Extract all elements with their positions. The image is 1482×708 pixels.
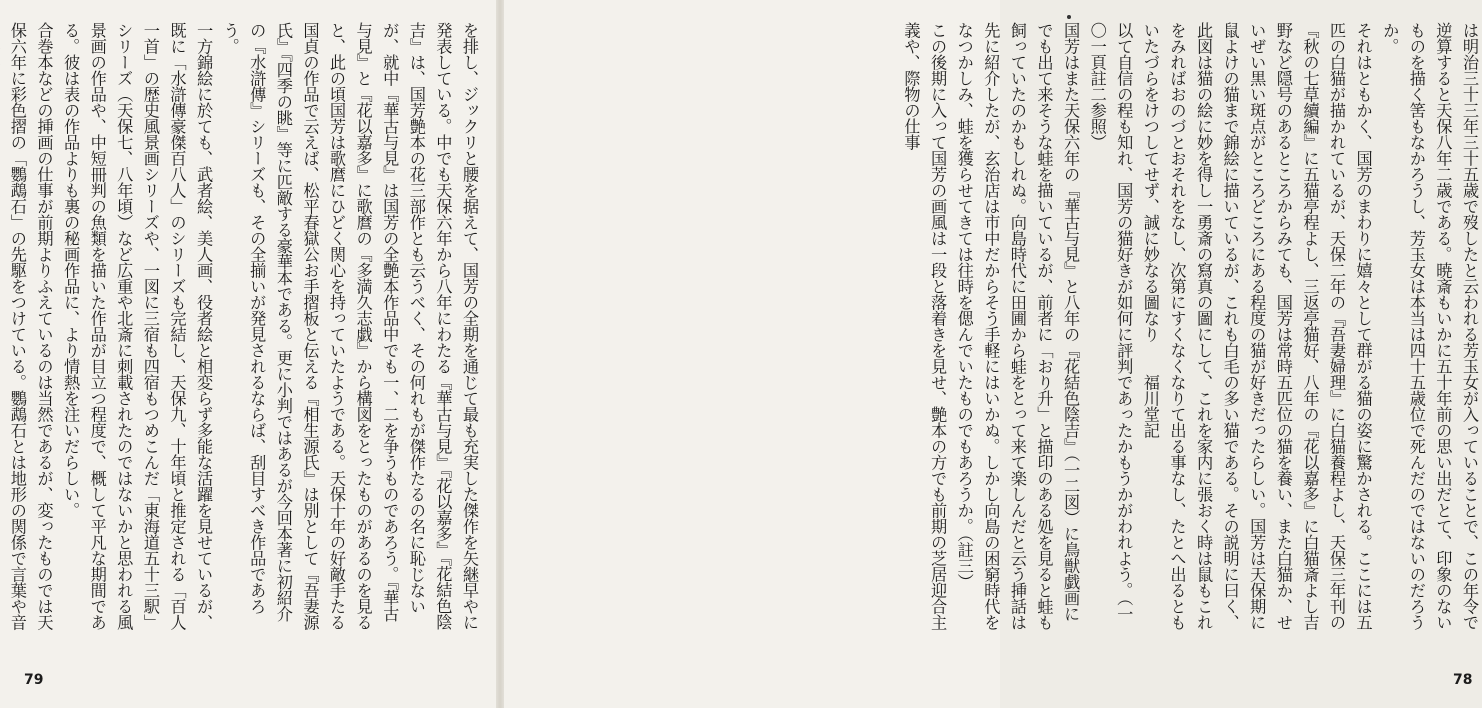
- right-page-number: 78: [1453, 672, 1473, 688]
- left-page: [0, 0, 500, 708]
- right-page: [500, 0, 1479, 708]
- left-page-body-text: を排し、ジックリと腰を据えて、国芳の全期を通じて最も充実した傑作を矢継早やに発表している。中でも天保六年から八年にわたる『華古与見』『花以嘉多』『花結色陰吉』は、国芳艶本の花三部作とも云うべく、その何れもが傑作たるの名に恥じないが、就中『華古与見』は国芳の全艶本作品中でも一、二を争うものであろう。『華古与見』と『花以嘉多』に歌麿の『多満久志戯』から構図をとったものがあるのを見ると、此の頃国芳は歌麿にひどく関心を持っていたようである。天保十年の好敵手たる国貞の作品で云えば、松平春獄公お手摺板と伝える『相生源氏』は別として『吾妻源氏』『四季の眺』等に匹敵する豪華本である。更に小判ではあるが今回本著に初紹介の『水滸傳』シリーズも、その全揃いが発見されるならば、刮目すべき作品であろう。 一方錦絵に於ても、武者絵、美人画、役者絵と相変らず多能な活躍を見せているが、既に「水滸傳豪傑百八人」のシリーズも完結し、天保九、十年頃と推定される「百人一首」の歴史風景画シリーズや、一図に三宿も四宿もつめこんだ「東海道五十三駅」シリーズ（天保七、八年頃）など広重や北斎に刺載されたのではないかと思われる風景画の作品や、中短冊判の魚類を描いた作品が目立つ程度で、概して平凡な期間である。彼は表の作品よりも裏の秘画作品に、より情熱を注いだらしい。 合巻本などの挿画の仕事が前期よりふえているのは当然であるが、変ったものでは天保六年に彩色摺の「鸚鵡石」の先駆をつけている。鸚鵡石とは地形の関係で言葉や音: [7, 22, 479, 630]
- page-dot-mark: [1067, 15, 1071, 19]
- right-page-body-text: は明治三十三年三十五歳で歿したと云われる芳玉女が入っていることで、この年令で逆算すると天保八年二歳である。暁斎もいかに五十年前の思い出だとて、印象のないものを描く筈もなかろうし、芳玉女は本当は四十五歳位で死んだのではないのだろうか。 それはともかく、国芳のまわりに嬉々として群がる猫の姿に驚かされる。ここには五匹の白猫が描かれているが、天保二年の『吾妻婦理』に白猫養程よし、天保三年刊の『秋の七草續編』に五猫亭程よし、三返亭猫好、八年の『花以嘉多』に白猫斎よし吉野など隠号のあるところからみても、国芳は常時五匹位の猫を養い、また白猫か、せいぜい黒い斑点がところどころにある程度の猫が好きだったらしい。国芳は天保期に鼠よけの猫まで錦絵に描いているが、これも白毛の多い猫である。その説明に曰く、 此図は猫の絵に妙を得し一勇斎の寫真の圖にして、これを家内に張おく時は鼠もこれをみればおのづとおそれをなし、次第にすくなくなりて出る事なし、たとへ出るともいたづらをけつしてせず、誠に妙なる圖なり 福川堂記 以て自信の程も知れ、国芳の猫好きが如何に評判であったかもうかがわれよう。（一〇一頁註二参照） 国芳はまた天保六年の『華古与見』と八年の『花結色陰吉』（一二図）に鳥獣戯画にでも出て来そうな蛙を描いているが、前者に「おり升」と描印のある処を見ると蛙も飼っていたのかもしれぬ。向島時代に田圃から蛙をとって来て楽しんだと云う挿話は先に紹介したが、玄治店は市中だからそう手軽にはいかぬ。しかし向島の困窮時代をなつかしみ、蛙を獲らせてきては往時を偲んでいたものでもあろうか。（註三） この後期に入って国芳の画風は一段と落着きを見せ、艶本の方でも前期の芝居迎合主義や、際物の仕事: [901, 22, 1479, 630]
- left-page-number: 79: [24, 672, 44, 688]
- book-gutter: [496, 0, 504, 708]
